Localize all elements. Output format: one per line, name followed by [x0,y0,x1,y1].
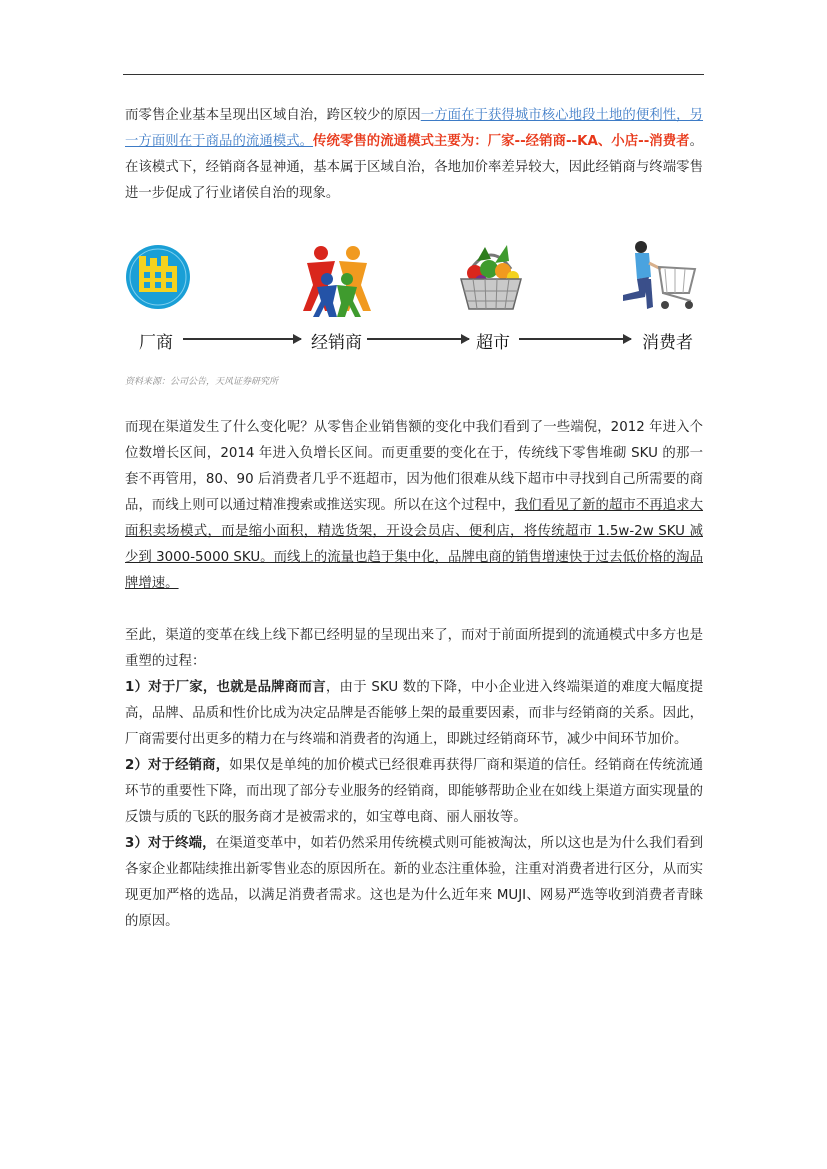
distribution-diagram [125,239,703,357]
arrow-1 [183,338,301,340]
stage-supermarket: 超市 [476,333,510,353]
item1-text: ，由于 SKU 数的下降，中小企业进入终端渠道的难度大幅度提高，品牌、品质和性价比成为决定品牌是否能够上架的最重要因素，而非与经销商的关系。因此，厂商需要付出更多的精力在与终端和消费者的沟通上，即跳过经销商环节，减少中间环节加价。 [125,680,703,747]
document-body [125,103,703,935]
list-item-terminal [125,831,703,935]
shopping-basket-icon [451,239,531,319]
item2-text: 如果仅是单纯的加价模式已经很难再获得厂商和渠道的信任。经销商在传统流通环节的重要性下降，而出现了部分专业服务的经销商，即能够帮助企业在如线上渠道方面实现量的反馈与质的飞跃的服务商才是被需求的，如宝尊电商、丽人丽妆等。 [125,758,703,825]
item3-text: 在渠道变革中，如若仍然采用传统模式则可能被淘汰，所以这也是为什么我们看到各家企业都陆续推出新零售业态的原因所在。新的业态注重体验，注重对消费者进行区分，从而实现更加严格的选品，以满足消费者需求。这也是为什么近年来 MUJI、网易严选等收到消费者青睐的原因。 [125,836,703,929]
item2-heading: 2）对于经销商， [125,758,230,773]
paragraph2-text: 而现在渠道发生了什么变化呢？从零售企业销售额的变化中我们看到了一些端倪，2012 年进入个位数增长区间，2014 年进入负增长区间。而更重要的变化在于，传统线下零售堆砌 SKU 的那一套不再管用，80、90 后消费者几乎不逛超市，因为他们很难从线下超市中寻找到自己所需要的商品，而线上则可以通过精准搜索或推送实现。所以在这个过程中， [125,420,703,513]
source-note: 资料来源：公司公告，天风证券研究所 [125,377,279,387]
stage-distributor: 经销商 [311,333,362,353]
intro-link[interactable]: 一方面在于获得城市核心地段土地的便利性，另一方面则在于商品的流通模式。 [125,108,704,149]
intro-text-2: 。在该模式下，经销商各显神通，基本属于区域自治，各地加价率差异较大，因此经销商与终端零售进一步促成了行业诸侯自治的现象。 [125,134,703,201]
paragraph3-intro: 至此，渠道的变革在线上线下都已经明显的呈现出来了，而对于前面所提到的流通模式中多方也是重塑的过程： [125,628,703,669]
factory-icon [125,239,205,319]
item1-heading: 1）对于厂家，也就是品牌商而言 [125,680,326,695]
arrow-3 [519,338,631,340]
item3-heading: 3）对于终端， [125,836,216,851]
header-rule [123,74,704,75]
paragraph-channel-change [125,415,703,597]
intro-paragraph [125,103,703,207]
stage-manufacturer: 厂商 [139,333,173,353]
intro-text: 而零售企业基本呈现出区域自治，跨区较少的原因 [125,108,421,123]
people-group-icon [297,239,377,319]
list-item-manufacturer [125,675,703,753]
paragraph2-underlined: 我们看见了新的超市不再追求大面积卖场模式，而是缩小面积，精选货架，开设会员店、便利店，将传统超市 1.5w-2w SKU 减少到 3000-5000 SKU。而线上的流量也趋于集中化，品牌电商的销售增速快于过去低价格的淘品牌增速。 [125,498,704,591]
list-item-distributor [125,753,703,831]
arrow-2 [367,338,469,340]
stage-consumer: 消费者 [642,333,693,353]
shopper-cart-icon [619,239,699,319]
paragraph-reshaping [125,623,703,935]
intro-highlight: 传统零售的流通模式主要为：厂家--经销商--KA、小店--消费者 [313,134,690,149]
